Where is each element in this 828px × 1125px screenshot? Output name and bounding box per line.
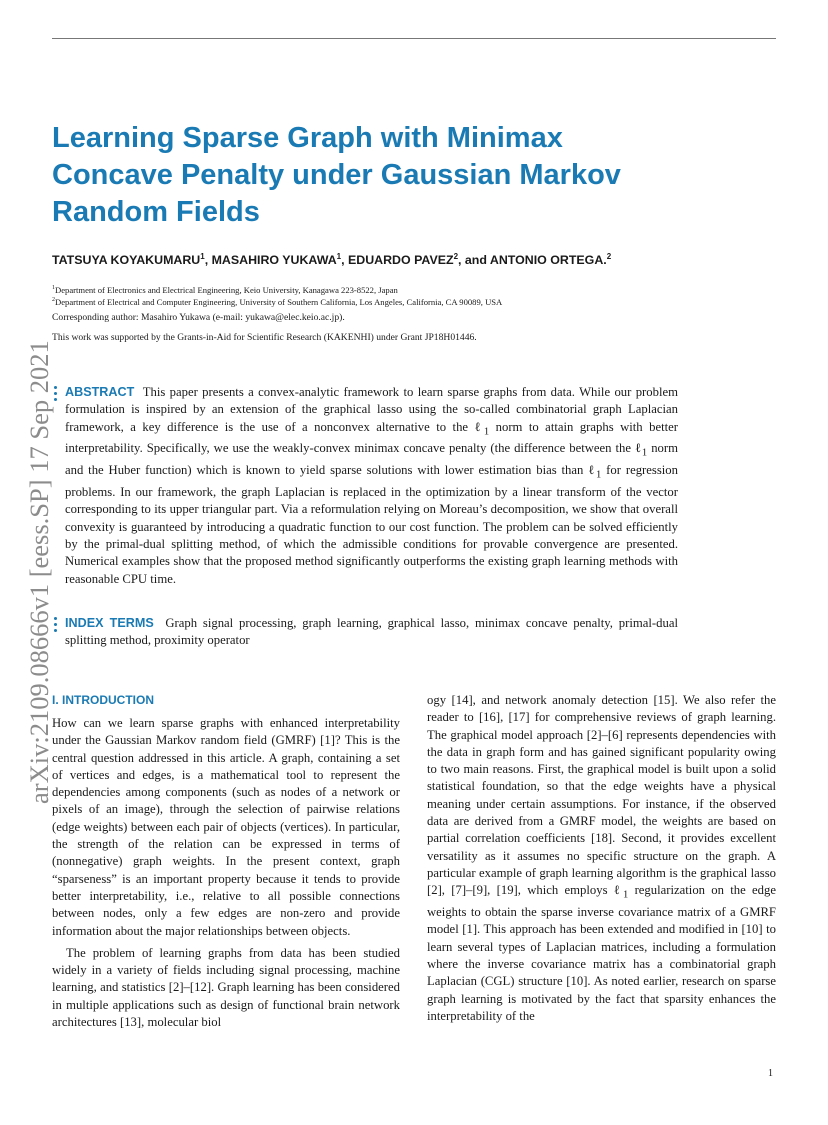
corresponding-author: Corresponding author: Masahiro Yukawa (e-mail: yukawa@elec.keio.ac.jp). [52,312,345,323]
index-terms [65,615,678,650]
intro-column-right [427,692,776,1025]
header-rule [52,38,776,39]
abstract [65,384,678,588]
affiliation-2: $^2$Department of Electrical and Computer Engineering, University of Southern California, Los Angeles, California, CA 90089, USA [52,296,503,307]
index-terms-text: Graph signal processing, graph learning, graphical lasso, minimax concave penalty, primal-dual splitting method, proximity operator [65,616,678,648]
abstract-marker-dots [54,386,58,404]
affiliation-1: $^1$Department of Electronics and Electrical Engineering, Keio University, Kanagawa 223-8522, Japan [52,284,398,295]
intro-paragraph-1: How can we learn sparse graphs with enhanced interpretability under the Gaussian Markov random field (GMRF) [1]? This is the central question addressed in this article. A graph, containing a set of vertices and edges, is a mathematical tool to represent the dependencies among components (such as nodes of a network or pixels of an image), through the selection of pairwise relations (edge weights) between each pair of objects (vertices). In particular, the strength of the relation can be expressed in terms of (nonnegative) graph weights. In the present context, graph “sparseness” is an important property because it tends to provide better interpretability, i.e., relative to all possible connections between nodes, only a few edges are non-zero and provide information about the major relationships between objects. [52,716,400,938]
abstract-text: This paper presents a convex-analytic framework to learn sparse graphs from data. While our problem formulation is inspired by an extension of the graphical lasso using the so-called combinatorial graph Laplacian framework, a key difference is the use of a nonconvex alternative to the ℓ$_1$ norm to attain graphs with better interpretability. Specifically, we use the weakly-convex minimax concave penalty (the difference between the ℓ$_1$ norm and the Huber function) which is known to yield sparse solutions with lower estimation bias than ℓ$_1$ for regression problems. In our framework, the graph Laplacian is replaced in the optimization by a linear transform of the vector corresponding to its upper triangular part. Via a reformulation relying on Moreau’s decomposition, we show that overall convexity is guaranteed by introducing a quadratic function to our cost function. The problem can be solved efficiently by the primal-dual splitting method, of which the admissible conditions for provable convergence are presented. Numerical examples show that the proposed method significantly outperforms the existing graph learning methods with reasonable CPU time. [65,385,678,586]
funding-note: This work was supported by the Grants-in-Aid for Scientific Research (KAKENHI) under Grant JP18H01446. [52,332,477,343]
page-number: 1 [768,1068,773,1079]
index-terms-label: INDEX TERMS [65,616,154,630]
intro-paragraph-2: The problem of learning graphs from data has been studied widely in a variety of fields including signal processing, machine learning, and statistics [2]–[12]. Graph learning has been considered in multiple applications such as design of functional brain network architectures [13], molecular biol [52,945,400,1030]
intro-column-left [52,715,400,1031]
author-list: TATSUYA KOYAKUMARU$^1$, MASAHIRO YUKAWA$^1$, EDUARDO PAVEZ$^2$, and ANTONIO ORTEGA.$^2$ [52,252,612,268]
abstract-label: ABSTRACT [65,385,135,399]
paper-title: Learning Sparse Graph with Minimax Concave Penalty under Gaussian Markov Random Fields [52,122,621,228]
intro-paragraph-continued: ogy [14], and network anomaly detection [15]. We also refer the reader to [16], [17] for comprehensive reviews of graph learning. The graphical model approach [2]–[6] represents dependencies with the data in graph form and has gained significant popularity owing to two main reasons. First, the graphical model is built upon a solid statistical foundation, so that the edge weights have a physical meaning under certain assumptions. For instance, if the observed data are derived from a GMRF model, the weights are based on partial correlation coefficients [18]. Second, it provides excellent versatility as it assumes no specific structure on the graph. A particular example of graph learning algorithm is the graphical lasso [2], [7]–[9], [19], which employs ℓ$_1$ regularization on the edge weights to obtain the sparse inverse covariance matrix of a GMRF model [1]. This approach has been extended and modified in [10] to learn several types of Laplacian matrices, including a formulation where the inverse covariance matrix has a combinatorial graph Laplacian (CGL) structure [10]. As noted earlier, research on sparse graph learning is motivated by the fact that sparsity enhances the interpretability of the [427,693,776,1023]
arxiv-identifier: arXiv:2109.08666v1 [eess.SP] 17 Sep 2021 [24,340,54,804]
section-heading-introduction: I. INTRODUCTION [52,693,154,707]
index-terms-marker-dots [54,617,58,635]
